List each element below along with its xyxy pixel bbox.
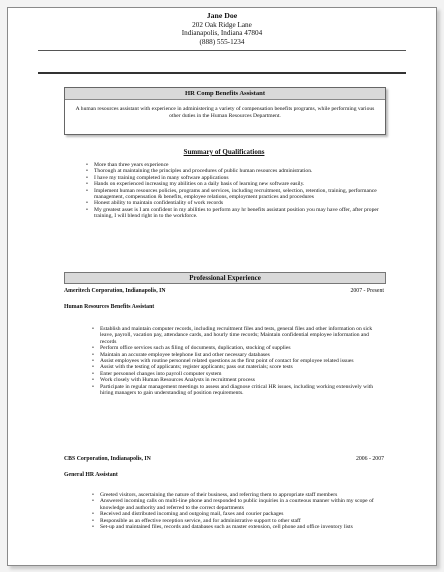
- bullet-icon: •: [92, 326, 94, 332]
- job-1-company: Ameritech Corporation, Indianapolis, IN: [64, 288, 166, 294]
- bullet-icon: •: [86, 200, 88, 207]
- list-item-text: Assist employees with routine personnel related questions as the first point of contact for employee related issues: [100, 358, 354, 365]
- header-divider-bottom: [38, 72, 406, 74]
- experience-heading: Professional Experience: [64, 272, 386, 284]
- candidate-name: Jane Doe: [206, 11, 238, 20]
- list-item: [92, 326, 384, 345]
- list-item-text: Answered incoming calls on multi-line phone and responded to public inquiries in a courteous manner within my scope of knowledge and authority and referred to the correct departments: [100, 498, 374, 511]
- job-2-company: CBS Corporation, Indianapolis, IN: [64, 456, 151, 462]
- objective-text: A human resources assistant with experience in administering a variety of compensation benefits programs, while performing various other duties in the Human Resources Department.: [75, 106, 375, 119]
- list-item-text: Responsible as an effective reception service, and for administrative support to other staff: [100, 517, 301, 524]
- list-item-text: I have my training completed in many software applications: [94, 174, 229, 181]
- bullet-icon: •: [92, 492, 94, 498]
- bullet-icon: •: [86, 181, 88, 188]
- list-item-text: Set-up and maintained files, records and databases such as master extension, cell phone and office inventory lists: [100, 524, 353, 531]
- job-1-header: [64, 288, 384, 294]
- bullet-icon: •: [86, 162, 88, 168]
- list-item-text: My greatest asset is I am confident in my abilities to perform any hr benefits assistant position you may have offer, after proper training, I will blend right in to the workforce.: [94, 206, 379, 220]
- list-item-text: Received and distributed incoming and outgoing mail, faxes and courier packages: [100, 511, 284, 518]
- bullet-icon: •: [92, 383, 94, 390]
- list-item-text: Perform office services such as filing of documents, duplication, stocking of supplies: [100, 345, 291, 352]
- job-2-duties: [92, 492, 384, 530]
- list-item: [92, 498, 384, 511]
- bullet-icon: •: [92, 364, 94, 371]
- list-item-text: Enter personnel changes into payroll computer system: [100, 370, 222, 377]
- objective-title: HR Comp Benefits Assistant: [65, 88, 385, 100]
- qualifications-heading: Summary of Qualifications: [183, 148, 265, 156]
- list-item-text: Maintain an accurate employee telephone list and other necessary databases: [100, 351, 270, 358]
- bullet-icon: •: [92, 524, 94, 531]
- objective-box: [64, 87, 386, 135]
- bullet-icon: •: [92, 377, 94, 384]
- bullet-icon: •: [92, 345, 94, 352]
- list-item-text: Hands on experienced increasing my abilities on a daily basis of learning new software easily.: [94, 181, 305, 188]
- header-divider-top: [38, 50, 406, 51]
- job-1-duties: [92, 326, 384, 396]
- job-1-title: Human Resources Benefits Assistant: [64, 304, 155, 310]
- list-item: [86, 207, 386, 220]
- bullet-icon: •: [86, 174, 88, 181]
- bullet-icon: •: [92, 358, 94, 365]
- job-2-dates: 2006 - 2007: [355, 456, 384, 462]
- job-2-header: [64, 456, 384, 462]
- list-item-text: Implement human resources policies, programs and services, including recruitment, selection, retention, training, performance management, compensation & benefits, employee relations, employment practices and procedures: [94, 187, 377, 201]
- list-item-text: Work closely with Human Resources Analysts in recruitment process: [100, 377, 255, 384]
- list-item-text: Honest ability to maintain confidentiality of work records: [94, 200, 224, 207]
- street-address: 202 Oak Ridge Lane: [192, 20, 252, 29]
- contact-header: [8, 12, 436, 46]
- resume-page: [7, 7, 437, 566]
- list-item: [92, 524, 384, 530]
- list-item-text: Greeted visitors, ascertaining the nature of their business, and referring them to appropriate staff members: [100, 492, 338, 498]
- list-item-text: Establish and maintain computer records, including recruitment files and tests, general files and other information on sick leave, payroll, vacation pay, attendance cards, and hourly time records; Maintain confidential employee information and records: [100, 326, 373, 345]
- list-item-text: More than three years experience: [94, 162, 169, 168]
- list-item-text: Participate in regular management meetings to assess and diagnose critical HR issues, including working extensively with hiring managers to gain understanding of position requirements.: [100, 383, 374, 397]
- bullet-icon: •: [92, 370, 94, 377]
- job-2-title: General HR Assistant: [64, 472, 118, 478]
- phone-number: (888) 555-1234: [199, 37, 245, 46]
- bullet-icon: •: [86, 187, 88, 194]
- bullet-icon: •: [86, 168, 88, 175]
- list-item-text: Assist with the testing of applicants; register applicants; pass out materials; score tests: [100, 364, 293, 371]
- city-state-zip: Indianapolis, Indiana 47804: [181, 29, 263, 38]
- bullet-icon: •: [92, 498, 94, 505]
- list-item-text: Thorough at maintaining the principles and procedures of public human resources administration.: [94, 168, 313, 175]
- qualifications-list: [86, 162, 386, 220]
- job-1-dates: 2007 - Present: [350, 288, 384, 294]
- bullet-icon: •: [92, 351, 94, 358]
- list-item: [92, 384, 384, 397]
- bullet-icon: •: [92, 517, 94, 524]
- bullet-icon: •: [92, 511, 94, 518]
- list-item: [86, 188, 386, 201]
- bullet-icon: •: [86, 206, 88, 213]
